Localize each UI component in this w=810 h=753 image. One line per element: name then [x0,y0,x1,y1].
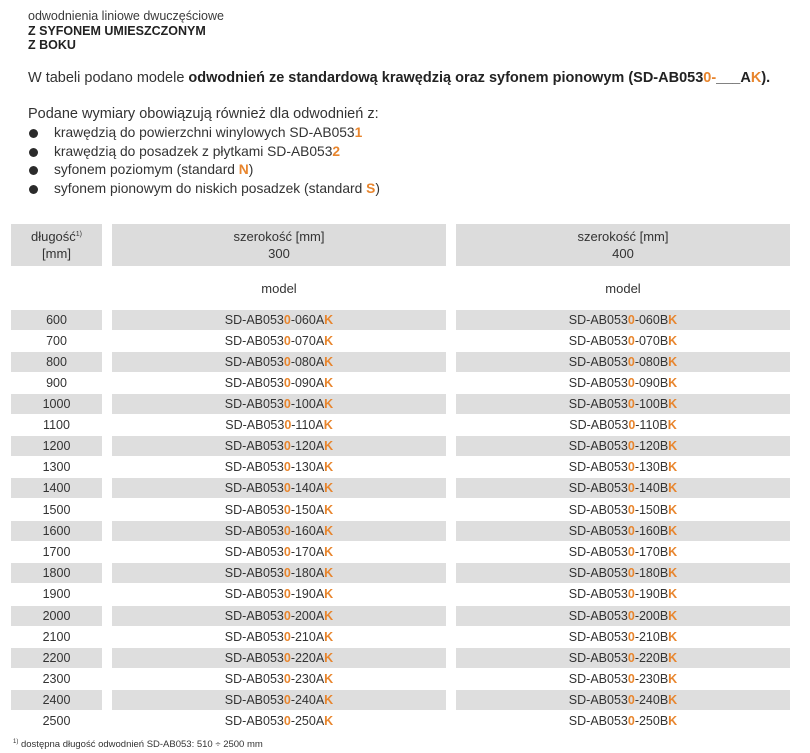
title-line-1: Z SYFONEM UMIESZCZONYM [28,23,206,38]
model-code-size: -060A [290,313,325,327]
model-code-highlight: 0 [283,651,291,665]
table-row [0,542,810,562]
model-300-cell [112,500,446,520]
model-code-suffix: K [324,714,334,728]
model-code-highlight: 0 [627,524,635,538]
model-code-highlight: 0 [627,587,635,601]
model-400-cell [456,331,790,351]
table-row [0,394,810,414]
model-label-400: model [605,281,641,296]
length-cell: 2300 [42,672,71,686]
model-code-highlight: 0 [283,524,291,538]
model-code-suffix: K [667,418,677,432]
intro-prefix: W tabeli podano modele [28,70,189,86]
model-code-suffix: K [324,439,334,453]
model-code-suffix: K [668,609,678,623]
model-code-prefix: SD-AB053 [224,630,284,644]
model-code-prefix: SD-AB053 [568,460,628,474]
model-code-size: -250A [290,714,325,728]
table-row [0,436,810,456]
table-row [0,711,810,731]
model-code-suffix: K [668,693,678,707]
model-code-highlight: 0 [283,693,291,707]
model-300-cell [112,711,446,731]
model-400-cell [456,711,790,731]
length-cell: 1900 [42,587,71,601]
length-cell: 1300 [42,460,71,474]
length-cell: 1700 [42,545,71,559]
length-header-label: długość [30,229,76,244]
length-cell: 1400 [11,478,102,498]
model-code-suffix: K [668,524,678,538]
model-code-size: -090A [290,376,325,390]
model-code-prefix: SD-AB053 [568,397,628,411]
length-cell: 700 [46,334,67,348]
model-code-prefix: SD-AB053 [568,630,628,644]
footnote-text: dostępna długość odwodnień SD-AB053: 510 ÷ 2500 mm [18,739,263,750]
model-300-cell [112,310,446,330]
table-row [0,521,810,541]
model-code-prefix: SD-AB053 [568,672,628,686]
length-cell: 2200 [11,648,102,668]
model-code-size: -210B [634,630,669,644]
model-300-cell [112,478,446,498]
length-cell: 1600 [11,521,102,541]
model-code-prefix: SD-AB053 [224,693,284,707]
model-code-prefix: SD-AB053 [224,524,284,538]
model-code-highlight: 0 [627,460,635,474]
length-cell: 800 [11,352,102,372]
model-code-prefix: SD-AB053 [569,418,629,432]
model-code-highlight: 0 [627,503,635,517]
width-300-header-value: 300 [268,246,290,261]
model-code-highlight: 0 [627,566,635,580]
model-code-prefix: SD-AB053 [224,503,284,517]
model-code-suffix: K [324,545,334,559]
length-cell: 1500 [42,503,71,517]
model-code-prefix: SD-AB053 [568,481,628,495]
model-code-size: -230B [634,672,669,686]
model-code-suffix: K [668,460,678,474]
width-400-header-label: szerokość [mm] [577,229,669,244]
model-code-suffix: K [668,397,678,411]
model-300-cell [112,436,446,456]
length-cell: 2000 [11,606,102,626]
model-code-prefix: SD-AB053 [224,481,284,495]
intro-paragraph [28,70,770,86]
model-code-suffix: K [324,376,334,390]
model-code-size: -070A [290,334,325,348]
model-code-suffix: K [668,313,678,327]
model-code-size: -180A [290,566,325,580]
bullet-icon [29,166,38,175]
model-code-highlight: 0 [627,714,635,728]
model-400-cell [456,521,790,541]
variant-list-item [28,180,380,199]
model-code-prefix: SD-AB053 [224,397,284,411]
model-300-cell [112,394,446,414]
table-row [0,478,810,498]
footnote [13,739,263,750]
model-code-prefix: SD-AB053 [568,693,628,707]
variant-text: ) [375,180,380,196]
width-300-header [112,224,446,266]
length-cell: 2400 [11,690,102,710]
model-code-size: -060B [634,313,669,327]
model-code-suffix: K [324,313,334,327]
model-code-size: -150B [634,503,669,517]
model-code-highlight: 0 [283,481,291,495]
model-code-highlight: 0 [283,609,291,623]
model-code-prefix: SD-AB053 [568,609,628,623]
model-code-size: -070B [634,334,669,348]
model-code-prefix: SD-AB053 [568,566,628,580]
model-300-cell [112,521,446,541]
model-code-size: -130B [634,460,669,474]
model-code-prefix: SD-AB053 [224,651,284,665]
model-code-size: -110B [635,418,668,432]
table-row [0,669,810,689]
model-code-highlight: 0 [627,651,635,665]
model-code-suffix: K [668,566,678,580]
model-code-prefix: SD-AB053 [568,313,628,327]
variant-list-item [28,124,380,143]
model-code-suffix: K [324,587,334,601]
model-code-size: -120B [634,439,669,453]
variant-code-highlight: 1 [354,125,363,140]
table-row [0,584,810,604]
model-code-highlight: 0 [627,545,635,559]
model-300-cell [112,584,446,604]
length-cell: 1000 [11,394,102,414]
bullet-icon [29,148,38,157]
variant-text: krawędzią do posadzek z płytkami SD-AB053 [54,143,333,159]
intro-bold-end: ). [761,70,771,86]
model-code-highlight: 0 [283,355,291,369]
model-400-cell [456,457,790,477]
model-300-cell [112,563,446,583]
model-code-prefix: SD-AB053 [568,714,628,728]
model-code-size: -180B [634,566,669,580]
model-code-prefix: SD-AB053 [224,460,284,474]
model-300-cell [112,669,446,689]
model-code-size: -140A [290,481,325,495]
variant-list-item [28,143,380,162]
model-code-suffix: K [668,503,678,517]
model-code-prefix: SD-AB053 [224,587,284,601]
model-code-suffix: K [668,481,678,495]
model-code-suffix: K [324,334,334,348]
intro-highlight-2: K [750,70,762,86]
length-column-header [11,224,102,266]
model-code-prefix: SD-AB053 [224,313,284,327]
model-code-size: -200B [634,609,669,623]
model-code-highlight: 0 [283,587,291,601]
variant-text: krawędzią do powierzchni winylowych SD-AB053 [54,125,355,140]
length-cell: 2100 [42,630,71,644]
table-row [0,331,810,351]
model-code-highlight: 0 [283,334,291,348]
model-code-highlight: 0 [283,397,291,411]
model-code-suffix: K [668,672,678,686]
model-400-cell [456,310,790,330]
model-400-cell [456,436,790,456]
length-cell: 900 [46,376,67,390]
variant-code-highlight: 2 [332,143,341,159]
model-code-size: -090B [634,376,669,390]
variant-list-item [28,161,380,180]
model-code-prefix: SD-AB053 [224,672,284,686]
model-code-prefix: SD-AB053 [224,609,284,623]
intro-bold-mid: ___A [716,70,751,86]
variant-list [28,124,380,198]
model-code-suffix: K [324,481,334,495]
table-row [0,690,810,710]
model-code-highlight: 0 [627,334,635,348]
model-400-cell [456,500,790,520]
model-code-highlight: 0 [283,313,291,327]
model-code-size: -140B [634,481,669,495]
width-400-header-value: 400 [612,246,634,261]
model-code-suffix: K [324,630,334,644]
model-code-size: -080A [290,355,325,369]
model-code-highlight: 0 [627,630,635,644]
model-300-cell [112,373,446,393]
model-code-size: -110A [291,418,324,432]
model-code-suffix: K [668,630,678,644]
length-cell: 2500 [42,714,71,728]
model-code-prefix: SD-AB053 [568,651,628,665]
model-code-suffix: K [668,714,678,728]
model-code-highlight: 0 [283,503,291,517]
model-code-size: -190B [634,587,669,601]
model-code-suffix: K [324,397,334,411]
footnote-marker: 1) [75,231,83,238]
model-400-cell [456,606,790,626]
model-400-cell [456,478,790,498]
table-row [0,373,810,393]
model-code-size: -220B [634,651,669,665]
model-code-size: -080B [634,355,669,369]
length-cell: 1100 [43,418,70,432]
model-code-size: -250B [634,714,669,728]
table-row [0,563,810,583]
model-code-prefix: SD-AB053 [568,439,628,453]
model-label-300: model [261,281,297,296]
model-code-size: -210A [290,630,325,644]
model-code-highlight: 0 [283,376,291,390]
model-code-size: -130A [290,460,325,474]
variant-code-highlight: N [238,162,249,177]
model-400-cell [456,542,790,562]
model-code-highlight: 0 [284,418,292,432]
model-code-highlight: 0 [627,672,635,686]
variant-code-highlight: S [366,180,376,196]
model-code-prefix: SD-AB053 [568,334,628,348]
table-row [0,500,810,520]
model-300-cell [112,331,446,351]
length-header-unit: [mm] [42,246,71,261]
model-code-highlight: 0 [283,545,291,559]
table-row [0,606,810,626]
model-400-cell [456,352,790,372]
model-code-prefix: SD-AB053 [225,418,285,432]
page-header [28,9,224,53]
length-cell: 1200 [11,436,102,456]
table-row [0,352,810,372]
model-code-size: -100B [634,397,669,411]
model-400-cell [456,669,790,689]
variant-text: syfonem poziomym (standard [54,162,239,177]
model-code-suffix: K [668,439,678,453]
width-400-header [456,224,790,266]
model-code-prefix: SD-AB053 [568,545,628,559]
model-code-size: -160A [290,524,325,538]
width-300-header-label: szerokość [mm] [233,229,325,244]
model-code-prefix: SD-AB053 [568,355,628,369]
model-code-highlight: 0 [627,397,635,411]
model-code-suffix: K [668,651,678,665]
model-code-suffix: K [324,460,334,474]
model-code-highlight: 0 [283,460,291,474]
model-300-cell [112,542,446,562]
intro-highlight-1: 0- [703,70,717,86]
model-code-highlight: 0 [283,566,291,580]
model-code-suffix: K [324,566,334,580]
model-code-highlight: 0 [627,355,635,369]
model-code-suffix: K [324,693,334,707]
variant-text: ) [248,162,254,177]
bullet-icon [29,185,38,194]
model-code-highlight: 0 [627,313,635,327]
model-code-prefix: SD-AB053 [224,355,284,369]
model-code-suffix: K [324,355,334,369]
category-label: odwodnienia liniowe dwuczęściowe [28,9,224,23]
model-code-suffix: K [668,355,678,369]
model-code-highlight: 0 [627,439,635,453]
model-code-prefix: SD-AB053 [224,545,284,559]
intro-bold-text: odwodnień ze standardową krawędzią oraz syfonem pionowym (SD-AB053 [188,70,704,86]
model-400-cell [456,415,790,435]
model-300-cell [112,627,446,647]
model-code-highlight: 0 [283,439,291,453]
model-code-suffix: K [324,524,334,538]
footnote-sup: 1) [13,739,19,745]
model-code-suffix: K [324,609,334,623]
model-code-size: -150A [290,503,325,517]
bullet-icon [29,129,38,138]
model-code-highlight: 0 [628,418,636,432]
model-code-suffix: K [668,334,678,348]
model-code-size: -170B [634,545,669,559]
model-code-prefix: SD-AB053 [568,376,628,390]
model-code-suffix: K [324,651,334,665]
model-300-cell [112,606,446,626]
model-400-cell [456,373,790,393]
model-code-suffix: K [668,587,678,601]
dimensions-note: Podane wymiary obowiązują również dla odwodnień z: [28,106,379,122]
model-code-highlight: 0 [283,630,291,644]
table-row [0,648,810,668]
model-400-cell [456,584,790,604]
length-cell: 1800 [11,563,102,583]
model-code-suffix: K [324,672,334,686]
model-code-suffix: K [323,418,333,432]
length-cell: 600 [11,310,102,330]
model-code-size: -240A [290,693,325,707]
model-400-cell [456,690,790,710]
model-code-highlight: 0 [627,609,635,623]
model-300-cell [112,690,446,710]
model-300-cell [112,415,446,435]
table-row [0,627,810,647]
model-code-highlight: 0 [283,672,291,686]
model-code-highlight: 0 [627,376,635,390]
model-code-size: -100A [290,397,325,411]
model-code-suffix: K [668,376,678,390]
model-code-prefix: SD-AB053 [568,587,628,601]
table-row [0,310,810,330]
model-code-prefix: SD-AB053 [224,376,284,390]
model-300-cell [112,457,446,477]
model-code-size: -190A [290,587,325,601]
model-code-size: -220A [290,651,325,665]
model-code-suffix: K [324,503,334,517]
model-code-prefix: SD-AB053 [224,334,284,348]
model-code-prefix: SD-AB053 [568,503,628,517]
model-code-size: -230A [290,672,325,686]
model-code-prefix: SD-AB053 [224,439,284,453]
model-400-cell [456,648,790,668]
model-300-cell [112,352,446,372]
table-row [0,457,810,477]
model-code-prefix: SD-AB053 [224,714,284,728]
model-400-cell [456,563,790,583]
variant-text: syfonem pionowym do niskich posadzek (standard [54,180,367,196]
model-code-size: -200A [290,609,325,623]
model-code-highlight: 0 [627,693,635,707]
model-code-size: -160B [634,524,669,538]
model-code-size: -120A [290,439,325,453]
model-400-cell [456,394,790,414]
model-code-highlight: 0 [283,714,291,728]
model-code-prefix: SD-AB053 [568,524,628,538]
model-code-prefix: SD-AB053 [224,566,284,580]
model-code-size: -170A [290,545,325,559]
model-code-size: -240B [634,693,669,707]
title-line-2: Z BOKU [28,38,76,52]
model-code-suffix: K [668,545,678,559]
model-400-cell [456,627,790,647]
table-row [0,415,810,435]
model-300-cell [112,648,446,668]
model-code-highlight: 0 [627,481,635,495]
